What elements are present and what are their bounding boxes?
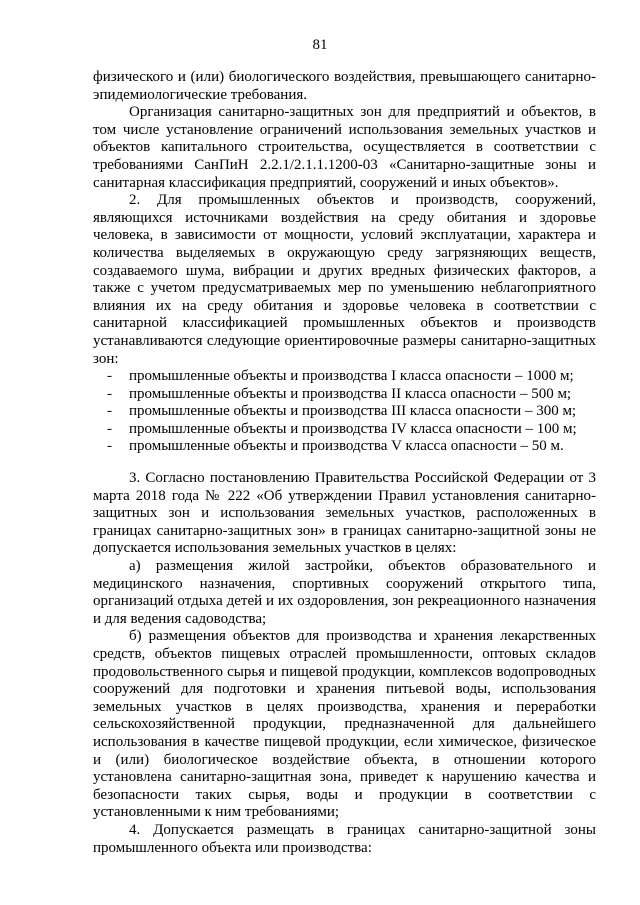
list-item-text: промышленные объекты и производства IV класса опасности – 100 м; <box>129 420 577 437</box>
paragraph-sanitary-zones-organization: Организация санитарно-защитных зон для предприятий и объектов, в том числе установление ограничений использования земельных участков и объектов капитального строительства, осуществляется в соответствии с требованиями СанПиН 2.2.1/2.1.1.1200-03 «Санитарно-защитные зоны и санитарная классификация предприятий, сооружений и иных объектов». <box>93 104 596 191</box>
list-item-text: промышленные объекты и производства II класса опасности – 500 м; <box>129 385 572 402</box>
paragraph-subitem-a: а) размещения жилой застройки, объектов образовательного и медицинского назначения, спортивных сооружений открытого типа, организаций отдыха детей и их оздоровления, зон рекреационного назначения и для ведения садоводства; <box>93 558 596 627</box>
document-body <box>93 69 596 857</box>
list-dash: - <box>107 368 112 385</box>
paragraph-item-3: 3. Согласно постановлению Правительства Российской Федерации от 3 марта 2018 года № 222 «Об утверждении Правил установления санитарно-защитных зон и использования земельных участков, расположенных в границах санитарно-защитных зон» в границах санитарно-защитной зоны не допускается использования земельных участков в целях: <box>93 470 596 557</box>
list-item-text: промышленные объекты и производства V класса опасности – 50 м. <box>129 438 564 455</box>
zone-size-list <box>93 368 596 456</box>
paragraph-subitem-b: б) размещения объектов для производства и хранения лекарственных средств, объектов пищевых отраслей промышленности, оптовых складов продовольственного сырья и пищевой продукции, комплексов водопроводных сооружений для подготовки и хранения питьевой воды, использования земельных участков в целях производства, хранения и переработки сельскохозяйственной продукции, предназначенной для дальнейшего использования в качестве пищевой продукции, если химическое, физическое и (или) биологическое воздействие объекта, в отношении которого установлена санитарно-защитная зона, приведет к нарушению качества и безопасности таких сырья, воды и продукции в соответствии с установленными к ним требованиями; <box>93 628 596 821</box>
list-item <box>93 386 596 404</box>
list-item <box>93 403 596 421</box>
page-number: 81 <box>312 37 328 53</box>
list-item <box>93 438 596 456</box>
paragraph-item-4: 4. Допускается размещать в границах санитарно-защитной зоны промышленного объекта или производства: <box>93 821 596 856</box>
paragraph-continuation: физического и (или) биологического воздействия, превышающего санитарно-эпидемиологические требования. <box>93 69 596 103</box>
list-dash: - <box>107 420 112 437</box>
list-dash: - <box>107 403 112 420</box>
list-dash: - <box>107 385 112 402</box>
list-item-text: промышленные объекты и производства III класса опасности – 300 м; <box>129 403 577 420</box>
list-item-text: промышленные объекты и производства I класса опасности – 1000 м; <box>129 368 574 385</box>
list-item <box>93 421 596 439</box>
list-item <box>93 368 596 386</box>
list-dash: - <box>107 438 112 455</box>
paragraph-item-2: 2. Для промышленных объектов и производств, сооружений, являющихся источниками воздействия на среду обитания и здоровье человека, в зависимости от мощности, условий эксплуатации, характера и количества выделяемых в окружающую среду загрязняющих веществ, создаваемого шума, вибрации и других вредных физических факторов, а также с учетом предусматриваемых мер по уменьшению неблагоприятного влияния их на среду обитания и здоровье человека в соответствии с санитарной классификацией промышленных объектов и производств устанавливаются следующие ориентировочные размеры санитарно-защитных зон: <box>93 192 596 367</box>
